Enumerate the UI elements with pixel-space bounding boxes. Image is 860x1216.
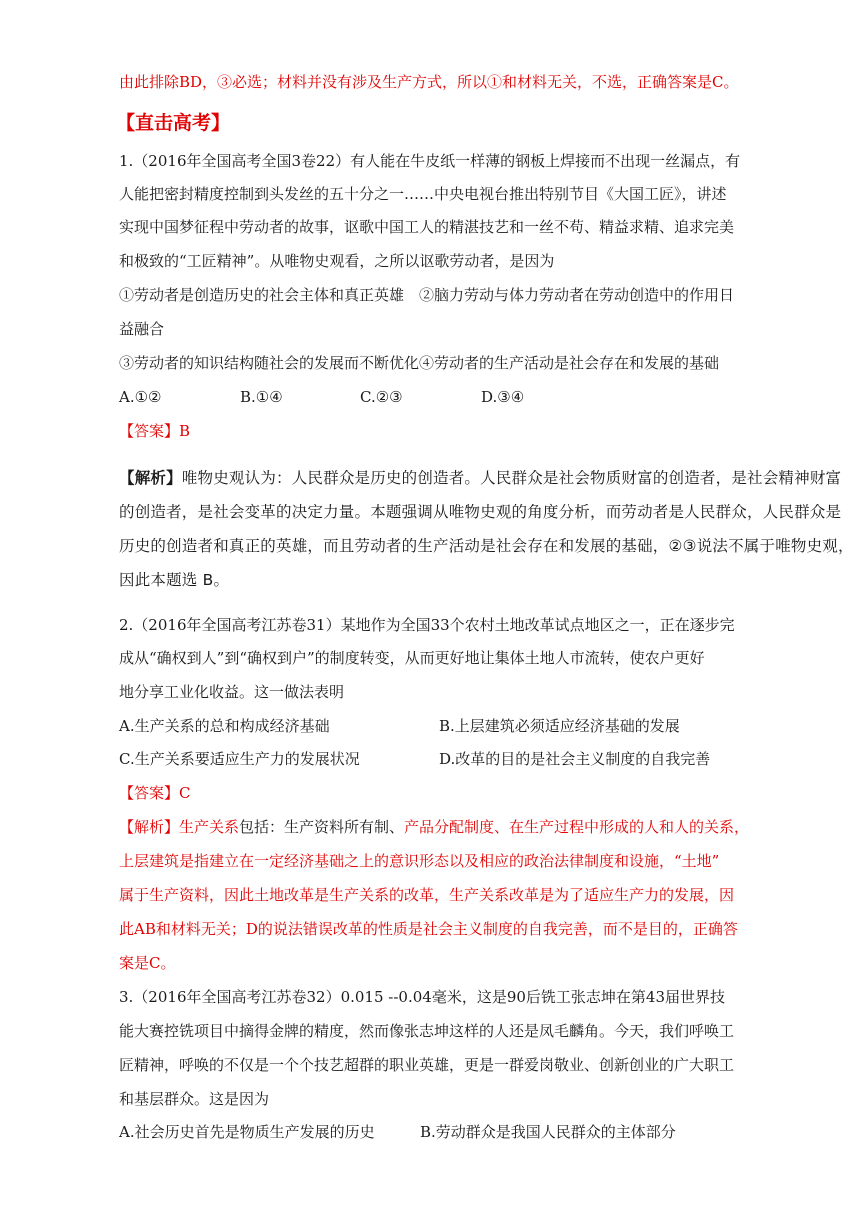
- question-text-line: 2.（2016年全国高考江苏卷31）某地作为全国33个农村土地改革试点地区之一，正在逐步完: [119, 616, 735, 634]
- analysis-label: 【解析】: [119, 818, 180, 836]
- option-c: C.②③: [360, 388, 403, 406]
- analysis-label: 【解析】: [119, 469, 182, 487]
- answer-label: 【答案】B: [119, 422, 191, 440]
- analysis-line: 上层建筑是指建立在一定经济基础之上的意识形态以及相应的政治法律制度和设施，“土地”: [119, 852, 720, 870]
- option-a: A.社会历史首先是物质生产发展的历史: [119, 1123, 375, 1141]
- analysis-line: 此AB和材料无关；D的说法错误改革的性质是社会主义制度的自我完善，而不是目的，正确答: [119, 920, 738, 938]
- question-text-line: 1.（2016年全国高考全国3卷22）有人能在牛皮纸一样薄的钢板上焊接而不出现一丝漏点，有: [119, 152, 741, 170]
- analysis-text: 产品分配制度、在生产过程中形成的人和人的关系，: [404, 818, 750, 836]
- option-b: B.劳动群众是我国人民群众的主体部分: [420, 1123, 676, 1141]
- analysis-line: [119, 816, 749, 838]
- question-text-line: 人能把密封精度控制到头发丝的五十分之一……中央电视台推出特别节目《大国工匠》，讲述: [119, 185, 727, 203]
- analysis-keyword: 生产关系: [179, 818, 240, 836]
- question-text-line: 和极致的“工匠精神”。从唯物史观看，之所以讴歌劳动者，是因为: [119, 252, 555, 270]
- question-text-line: 地分享工业化收益。这一做法表明: [119, 683, 345, 701]
- question-text-line: 和基层群众。这是因为: [119, 1090, 270, 1108]
- analysis-line: 属于生产资料，因此土地改革是生产关系的改革，生产关系改革是为了适应生产力的发展，因: [119, 886, 735, 904]
- question-text-line: 3.（2016年全国高考江苏卷32）0.015 --0.04毫米，这是90后铣工张志坤在第43届世界技: [119, 988, 725, 1006]
- question-text-line: 能大赛控铣项目中摘得金牌的精度，然而像张志坤这样的人还是凤毛麟角。今天，我们呼唤工: [119, 1022, 735, 1040]
- analysis-line: [119, 466, 841, 490]
- answer-label: 【答案】C: [119, 784, 191, 802]
- question-text-line: ③劳动者的知识结构随社会的发展而不断优化④劳动者的生产活动是社会存在和发展的基础: [119, 354, 720, 372]
- option-b: B.上层建筑必须适应经济基础的发展: [439, 717, 680, 735]
- option-c: C.生产关系要适应生产力的发展状况: [119, 750, 360, 768]
- analysis-text: 包括：生产资料所有制、: [239, 818, 405, 836]
- option-b: B.①④: [240, 388, 283, 406]
- option-a: A.①②: [119, 388, 162, 406]
- question-text-line: 实现中国梦征程中劳动者的故事，讴歌中国工人的精湛技艺和一丝不苟、精益求精、追求完美: [119, 218, 735, 236]
- analysis-line: 历史的创造者和真正的英雄，而且劳动者的生产活动是社会存在和发展的基础，②③说法不属于唯物史观，: [119, 537, 854, 555]
- analysis-line: 因此本题选 B。: [119, 571, 230, 589]
- question-text-line: ①劳动者是创造历史的社会主体和真正英雄 ②脑力劳动与体力劳动者在劳动创造中的作用日: [119, 286, 735, 304]
- question-text-line: 成从“确权到人”到“确权到户”的制度转变，从而更好地让集体土地人市流转，使农户更好: [119, 649, 705, 667]
- question-text-line: 益融合: [119, 320, 165, 338]
- analysis-line: 的创造者，是社会变革的决定力量。本题强调从唯物史观的角度分析，而劳动者是人民群众，人民群众是: [119, 503, 842, 521]
- section-heading: 【直击高考】: [116, 112, 231, 134]
- option-d: D.③④: [481, 388, 525, 406]
- analysis-text: 唯物史观认为：人民群众是历史的创造者。人民群众是社会物质财富的创造者，是社会精神财富: [181, 469, 842, 487]
- intro-line: 由此排除BD，③必选；材料并没有涉及生产方式，所以①和材料无关，不选，正确答案是C。: [119, 73, 739, 91]
- question-text-line: 匠精神，呼唤的不仅是一个个技艺超群的职业英雄，更是一群爱岗敬业、创新创业的广大职工: [119, 1056, 735, 1074]
- option-d: D.改革的目的是社会主义制度的自我完善: [439, 750, 711, 768]
- analysis-line: 案是C。: [119, 954, 176, 972]
- option-a: A.生产关系的总和构成经济基础: [119, 717, 330, 735]
